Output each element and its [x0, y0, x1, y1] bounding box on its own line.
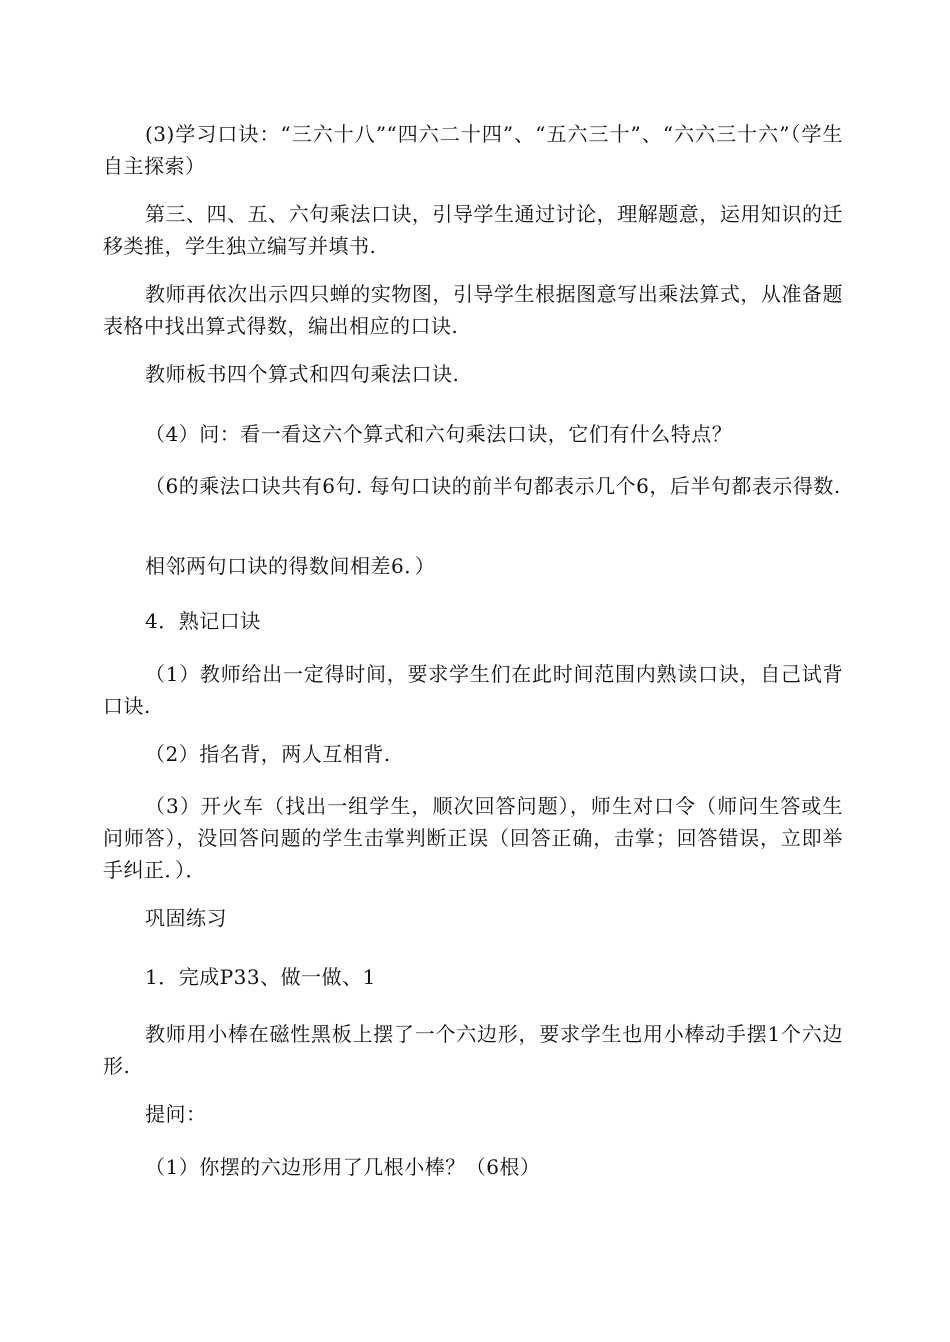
paragraph-teacher-writes: 教师板书四个算式和四句乘法口诀. [145, 362, 460, 386]
paragraph-learn-rhymes: (3)学习口诀：“三六十八”“四六二十四”、“五六三十”、“六六三十六”（学生自主探索） [103, 122, 843, 178]
paragraph-exercise-p33: 1．完成P33、做一做、1 [145, 965, 376, 989]
paragraph-six-rhymes-note: （6的乘法口诀共有6句. 每句口诀的前半句都表示几个6，后半句都表示得数. [145, 474, 841, 498]
section-heading-memorize: 4．熟记口诀 [145, 609, 261, 633]
paragraph-timed-reading: （1）教师给出一定得时间，要求学生们在此时间范围内熟读口诀，自己试背口诀. [103, 662, 843, 718]
section-heading-practice: 巩固练习 [145, 906, 227, 930]
paragraph-train-game: （3）开火车（找出一组学生，顺次回答问题），师生对口令（师问生答或生问师答），没回答问题的学生击掌判断正误（回答正确，击掌；回答错误，立即举手纠正．）． [103, 794, 843, 882]
paragraph-question-sticks: （1）你摆的六边形用了几根小棒？（6根） [145, 1155, 541, 1179]
paragraph-hexagon-sticks: 教师用小棒在磁性黑板上摆了一个六边形，要求学生也用小棒动手摆1个六边形. [103, 1022, 843, 1078]
paragraph-difference-six: 相邻两句口诀的得数间相差6．） [145, 554, 436, 578]
paragraph-ask-label: 提问： [145, 1102, 207, 1126]
paragraph-question-features: （4）问：看一看这六个算式和六句乘法口诀，它们有什么特点？ [145, 422, 733, 446]
paragraph-cicada-pictures: 教师再依次出示四只蝉的实物图，引导学生根据图意写出乘法算式，从准备题表格中找出算式得数，编出相应的口诀. [103, 282, 843, 338]
paragraph-third-to-sixth-rhymes: 第三、四、五、六句乘法口诀，引导学生通过讨论，理解题意，运用知识的迁移类推，学生独立编写并填书. [103, 202, 843, 258]
paragraph-recite-pairs: （2）指名背，两人互相背. [145, 742, 391, 766]
